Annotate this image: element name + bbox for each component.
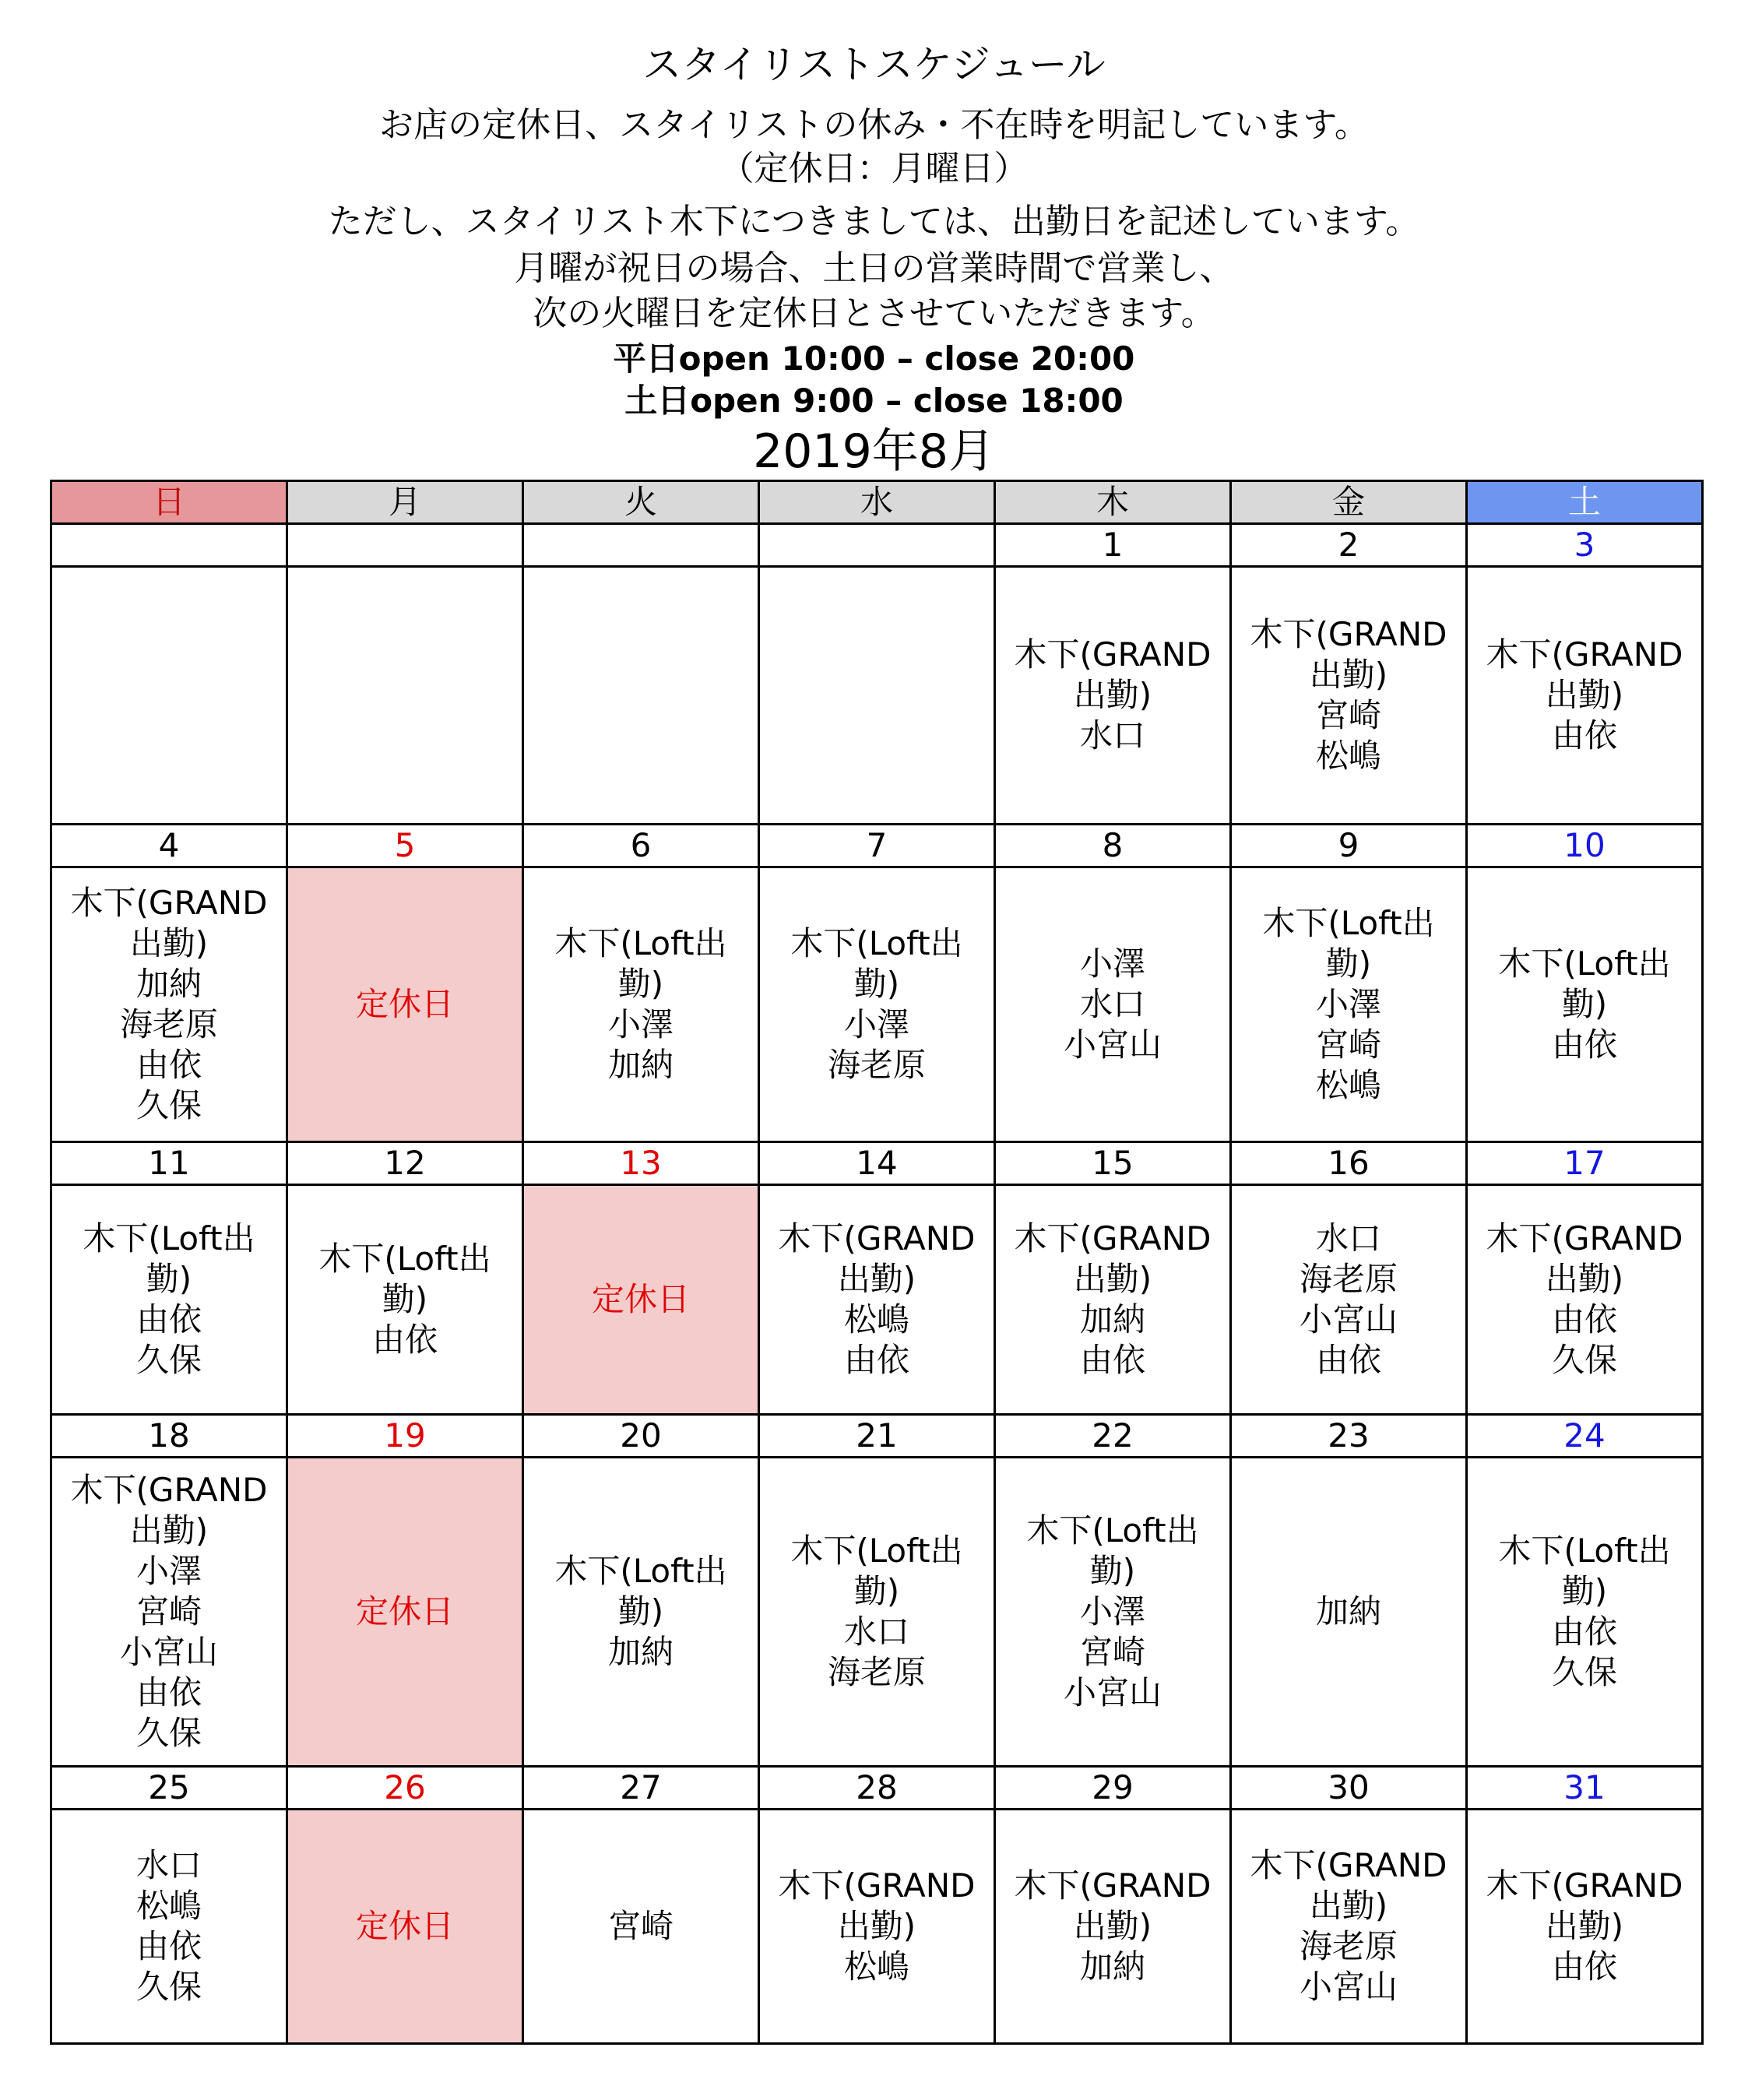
date-number: 22 xyxy=(995,1415,1231,1458)
date-number: 4 xyxy=(51,825,287,867)
staff-entry: 松嶋 xyxy=(1315,737,1381,775)
date-number: 10 xyxy=(1467,825,1703,867)
staff-entry: 木下(GRAND xyxy=(778,1219,976,1258)
staff-entry: 小澤 xyxy=(135,1552,202,1590)
staff-entry: 海老原 xyxy=(1299,1260,1398,1298)
date-number xyxy=(759,524,995,567)
staff-entry: 小澤 xyxy=(1315,985,1381,1023)
description-line-5: 次の火曜日を定休日とさせていただきます。 xyxy=(533,294,1215,333)
staff-entry: 宮崎 xyxy=(135,1592,202,1630)
description-line-1: お店の定休日、スタイリストの休み・不在時を明記しています。 xyxy=(379,105,1369,145)
date-number: 30 xyxy=(1231,1767,1467,1810)
staff-entry: 水口 xyxy=(1315,1219,1381,1258)
closed-day-cell xyxy=(523,1185,759,1415)
weekday-header-tue: 火 xyxy=(523,481,759,524)
staff-entry: 木下(GRAND xyxy=(1014,1866,1212,1905)
staff-entry: 木下(Loft出 xyxy=(1498,1532,1671,1570)
staff-entry: 出勤) xyxy=(837,1260,916,1298)
staff-cell xyxy=(995,1185,1231,1415)
staff-cell xyxy=(1467,867,1703,1142)
staff-entry: 勤) xyxy=(617,965,664,1003)
staff-entry: 小澤 xyxy=(843,1005,909,1043)
staff-cell xyxy=(1467,1810,1703,2044)
staff-entry: 海老原 xyxy=(827,1653,926,1691)
closed-label: 定休日 xyxy=(591,1280,690,1318)
staff-cell xyxy=(1467,567,1703,825)
date-number: 14 xyxy=(759,1142,995,1185)
staff-entry: 木下(GRAND xyxy=(1250,1846,1447,1884)
staff-entry: 水口 xyxy=(1079,985,1145,1023)
staff-entry: 木下(GRAND xyxy=(1014,1219,1212,1258)
date-number: 8 xyxy=(995,825,1231,867)
closed-label: 定休日 xyxy=(355,985,454,1023)
weekday-header-row xyxy=(51,481,1703,524)
description-line-3: ただし、スタイリスト木下につきましては、出勤日を記述しています。 xyxy=(328,202,1420,241)
staff-cell xyxy=(1467,1458,1703,1767)
staff-entry: 木下(GRAND xyxy=(70,1471,268,1509)
staff-entry: 久保 xyxy=(135,1968,202,2006)
staff-cell xyxy=(1231,567,1467,825)
staff-entry: 松嶋 xyxy=(843,1300,909,1338)
staff-cell xyxy=(523,1458,759,1767)
staff-entry: 勤) xyxy=(382,1280,428,1318)
staff-entry: 勤) xyxy=(1561,985,1608,1023)
staff-cell xyxy=(1231,1810,1467,2044)
date-number-row xyxy=(51,1415,1703,1458)
date-number-row xyxy=(51,524,1703,567)
staff-entry: 加納 xyxy=(135,965,202,1003)
staff-cell xyxy=(1231,1458,1467,1767)
staff-entry: 水口 xyxy=(843,1613,909,1651)
staff-entry: 出勤) xyxy=(1073,1260,1152,1298)
staff-row xyxy=(51,867,1703,1142)
weekday-header-wed: 水 xyxy=(759,481,995,524)
staff-entry: 松嶋 xyxy=(843,1947,909,1986)
staff-entry: 加納 xyxy=(1079,1300,1145,1338)
staff-cell xyxy=(1467,1185,1703,1415)
staff-entry: 由依 xyxy=(1551,1947,1617,1986)
date-number: 9 xyxy=(1231,825,1467,867)
date-number-row xyxy=(51,1767,1703,1810)
staff-entry: 木下(GRAND xyxy=(1250,615,1447,653)
staff-cell xyxy=(287,1185,523,1415)
closed-label: 定休日 xyxy=(355,1592,454,1630)
staff-entry: 由依 xyxy=(1551,1025,1617,1064)
staff-entry: 出勤) xyxy=(129,1511,209,1549)
date-number xyxy=(51,524,287,567)
staff-entry: 由依 xyxy=(1551,716,1617,755)
page-title: スタイリストスケジュール xyxy=(642,42,1106,87)
closed-day-cell xyxy=(287,867,523,1142)
staff-entry: 木下(GRAND xyxy=(1486,635,1683,674)
date-number: 15 xyxy=(995,1142,1231,1185)
staff-entry: 勤) xyxy=(146,1260,192,1298)
staff-entry: 小宮山 xyxy=(1063,1673,1162,1711)
staff-entry: 出勤) xyxy=(1309,656,1388,694)
staff-cell xyxy=(759,1458,995,1767)
date-number: 12 xyxy=(287,1142,523,1185)
staff-entry: 出勤) xyxy=(1545,676,1624,714)
date-number: 20 xyxy=(523,1415,759,1458)
staff-cell xyxy=(995,1810,1231,2044)
staff-entry: 由依 xyxy=(135,1927,202,1965)
date-number-row xyxy=(51,1142,1703,1185)
staff-entry: 由依 xyxy=(1551,1613,1617,1651)
staff-entry: 久保 xyxy=(1551,1341,1617,1379)
weekday-header-sun: 日 xyxy=(51,481,287,524)
date-number: 31 xyxy=(1467,1767,1703,1810)
closed-day-cell xyxy=(287,1810,523,2044)
schedule-calendar xyxy=(50,480,1704,2045)
date-number xyxy=(523,524,759,567)
date-number: 3 xyxy=(1467,524,1703,567)
staff-entry: 木下(Loft出 xyxy=(318,1240,491,1278)
staff-entry: 木下(Loft出 xyxy=(1498,944,1671,983)
weekend-hours: 土日open 9:00 – close 18:00 xyxy=(624,382,1124,420)
staff-entry: 出勤) xyxy=(1073,1907,1152,1945)
weekday-header-mon: 月 xyxy=(287,481,523,524)
staff-cell xyxy=(759,867,995,1142)
staff-entry: 勤) xyxy=(1089,1552,1136,1590)
staff-cell xyxy=(523,567,759,825)
staff-cell xyxy=(759,567,995,825)
date-number: 24 xyxy=(1467,1415,1703,1458)
date-number: 13 xyxy=(523,1142,759,1185)
staff-entry: 宮崎 xyxy=(607,1907,674,1945)
staff-entry: 木下(GRAND xyxy=(1486,1866,1683,1905)
staff-entry: 勤) xyxy=(617,1592,664,1630)
staff-row xyxy=(51,1458,1703,1767)
staff-entry: 木下(GRAND xyxy=(70,884,268,922)
weekday-header-sat: 土 xyxy=(1467,481,1703,524)
staff-entry: 加納 xyxy=(1315,1592,1381,1630)
staff-entry: 由依 xyxy=(135,1046,202,1084)
staff-entry: 勤) xyxy=(1561,1572,1608,1610)
date-number: 17 xyxy=(1467,1142,1703,1185)
staff-entry: 松嶋 xyxy=(1315,1066,1381,1104)
date-number: 1 xyxy=(995,524,1231,567)
date-number: 16 xyxy=(1231,1142,1467,1185)
date-number: 23 xyxy=(1231,1415,1467,1458)
staff-entry: 木下(Loft出 xyxy=(554,924,727,962)
date-number: 19 xyxy=(287,1415,523,1458)
staff-cell xyxy=(1231,1185,1467,1415)
staff-entry: 由依 xyxy=(843,1341,909,1379)
description-line-4: 月曜が祝日の場合、土日の営業時間で営業し、 xyxy=(514,248,1234,288)
month-title: 2019年8月 xyxy=(753,424,995,479)
date-number: 7 xyxy=(759,825,995,867)
staff-cell xyxy=(995,1458,1231,1767)
weekday-header-fri: 金 xyxy=(1231,481,1467,524)
staff-entry: 由依 xyxy=(371,1321,438,1359)
staff-entry: 由依 xyxy=(1551,1300,1617,1338)
staff-entry: 由依 xyxy=(135,1673,202,1711)
staff-cell xyxy=(523,867,759,1142)
weekday-hours: 平日open 10:00 – close 20:00 xyxy=(613,339,1135,378)
staff-entry: 木下(Loft出 xyxy=(1262,904,1435,942)
staff-cell xyxy=(51,867,287,1142)
staff-entry: 勤) xyxy=(853,965,900,1003)
staff-entry: 加納 xyxy=(607,1633,674,1671)
staff-entry: 小澤 xyxy=(1079,1592,1145,1630)
staff-entry: 小宮山 xyxy=(1299,1968,1398,2006)
date-number-row xyxy=(51,825,1703,867)
staff-row xyxy=(51,1185,1703,1415)
staff-entry: 出勤) xyxy=(1545,1907,1624,1945)
staff-entry: 木下(Loft出 xyxy=(1026,1511,1199,1549)
staff-row xyxy=(51,1810,1703,2044)
staff-cell xyxy=(51,1185,287,1415)
staff-entry: 由依 xyxy=(1079,1341,1145,1379)
staff-entry: 出勤) xyxy=(129,924,209,962)
staff-entry: 宮崎 xyxy=(1079,1633,1145,1671)
date-number: 18 xyxy=(51,1415,287,1458)
staff-entry: 出勤) xyxy=(1545,1260,1624,1298)
staff-entry: 小宮山 xyxy=(1063,1025,1162,1064)
staff-entry: 出勤) xyxy=(1309,1887,1388,1925)
staff-row xyxy=(51,567,1703,825)
date-number: 29 xyxy=(995,1767,1231,1810)
staff-entry: 海老原 xyxy=(1299,1927,1398,1965)
staff-entry: 久保 xyxy=(135,1714,202,1752)
staff-entry: 木下(GRAND xyxy=(1486,1219,1683,1258)
staff-entry: 木下(Loft出 xyxy=(790,924,963,962)
staff-entry: 加納 xyxy=(607,1046,674,1084)
staff-cell xyxy=(759,1810,995,2044)
staff-entry: 木下(Loft出 xyxy=(83,1219,255,1258)
staff-cell xyxy=(995,567,1231,825)
staff-entry: 小澤 xyxy=(1079,944,1145,983)
staff-entry: 出勤) xyxy=(1073,676,1152,714)
staff-entry: 久保 xyxy=(135,1341,202,1379)
date-number: 11 xyxy=(51,1142,287,1185)
date-number: 21 xyxy=(759,1415,995,1458)
staff-entry: 木下(GRAND xyxy=(1014,635,1212,674)
staff-cell xyxy=(759,1185,995,1415)
staff-entry: 木下(Loft出 xyxy=(790,1532,963,1570)
weekday-header-thu: 木 xyxy=(995,481,1231,524)
closed-label: 定休日 xyxy=(355,1907,454,1945)
staff-entry: 勤) xyxy=(853,1572,900,1610)
staff-cell xyxy=(1231,867,1467,1142)
staff-cell xyxy=(523,1810,759,2044)
staff-entry: 松嶋 xyxy=(135,1887,202,1925)
staff-entry: 加納 xyxy=(1079,1947,1145,1986)
staff-entry: 木下(Loft出 xyxy=(554,1552,727,1590)
staff-entry: 久保 xyxy=(1551,1653,1617,1691)
staff-entry: 出勤) xyxy=(837,1907,916,1945)
staff-entry: 水口 xyxy=(135,1846,202,1884)
staff-entry: 木下(GRAND xyxy=(778,1866,976,1905)
date-number: 6 xyxy=(523,825,759,867)
staff-cell xyxy=(51,1458,287,1767)
staff-entry: 海老原 xyxy=(119,1005,218,1043)
date-number: 26 xyxy=(287,1767,523,1810)
staff-entry: 水口 xyxy=(1079,716,1145,755)
staff-entry: 小宮山 xyxy=(119,1633,218,1671)
staff-entry: 宮崎 xyxy=(1315,1025,1381,1064)
date-number: 25 xyxy=(51,1767,287,1810)
staff-entry: 海老原 xyxy=(827,1046,926,1084)
date-number: 27 xyxy=(523,1767,759,1810)
staff-cell xyxy=(287,567,523,825)
date-number: 2 xyxy=(1231,524,1467,567)
date-number: 28 xyxy=(759,1767,995,1810)
staff-entry: 由依 xyxy=(135,1300,202,1338)
closed-day-cell xyxy=(287,1458,523,1767)
staff-entry: 勤) xyxy=(1325,944,1372,983)
staff-entry: 小宮山 xyxy=(1299,1300,1398,1338)
staff-entry: 久保 xyxy=(135,1086,202,1124)
date-number xyxy=(287,524,523,567)
date-number: 5 xyxy=(287,825,523,867)
staff-cell xyxy=(51,1810,287,2044)
staff-entry: 由依 xyxy=(1315,1341,1381,1379)
staff-cell xyxy=(995,867,1231,1142)
staff-cell xyxy=(51,567,287,825)
description-line-2: （定休日：月曜日） xyxy=(719,149,1029,188)
staff-entry: 小澤 xyxy=(607,1005,674,1043)
staff-entry: 宮崎 xyxy=(1315,696,1381,734)
